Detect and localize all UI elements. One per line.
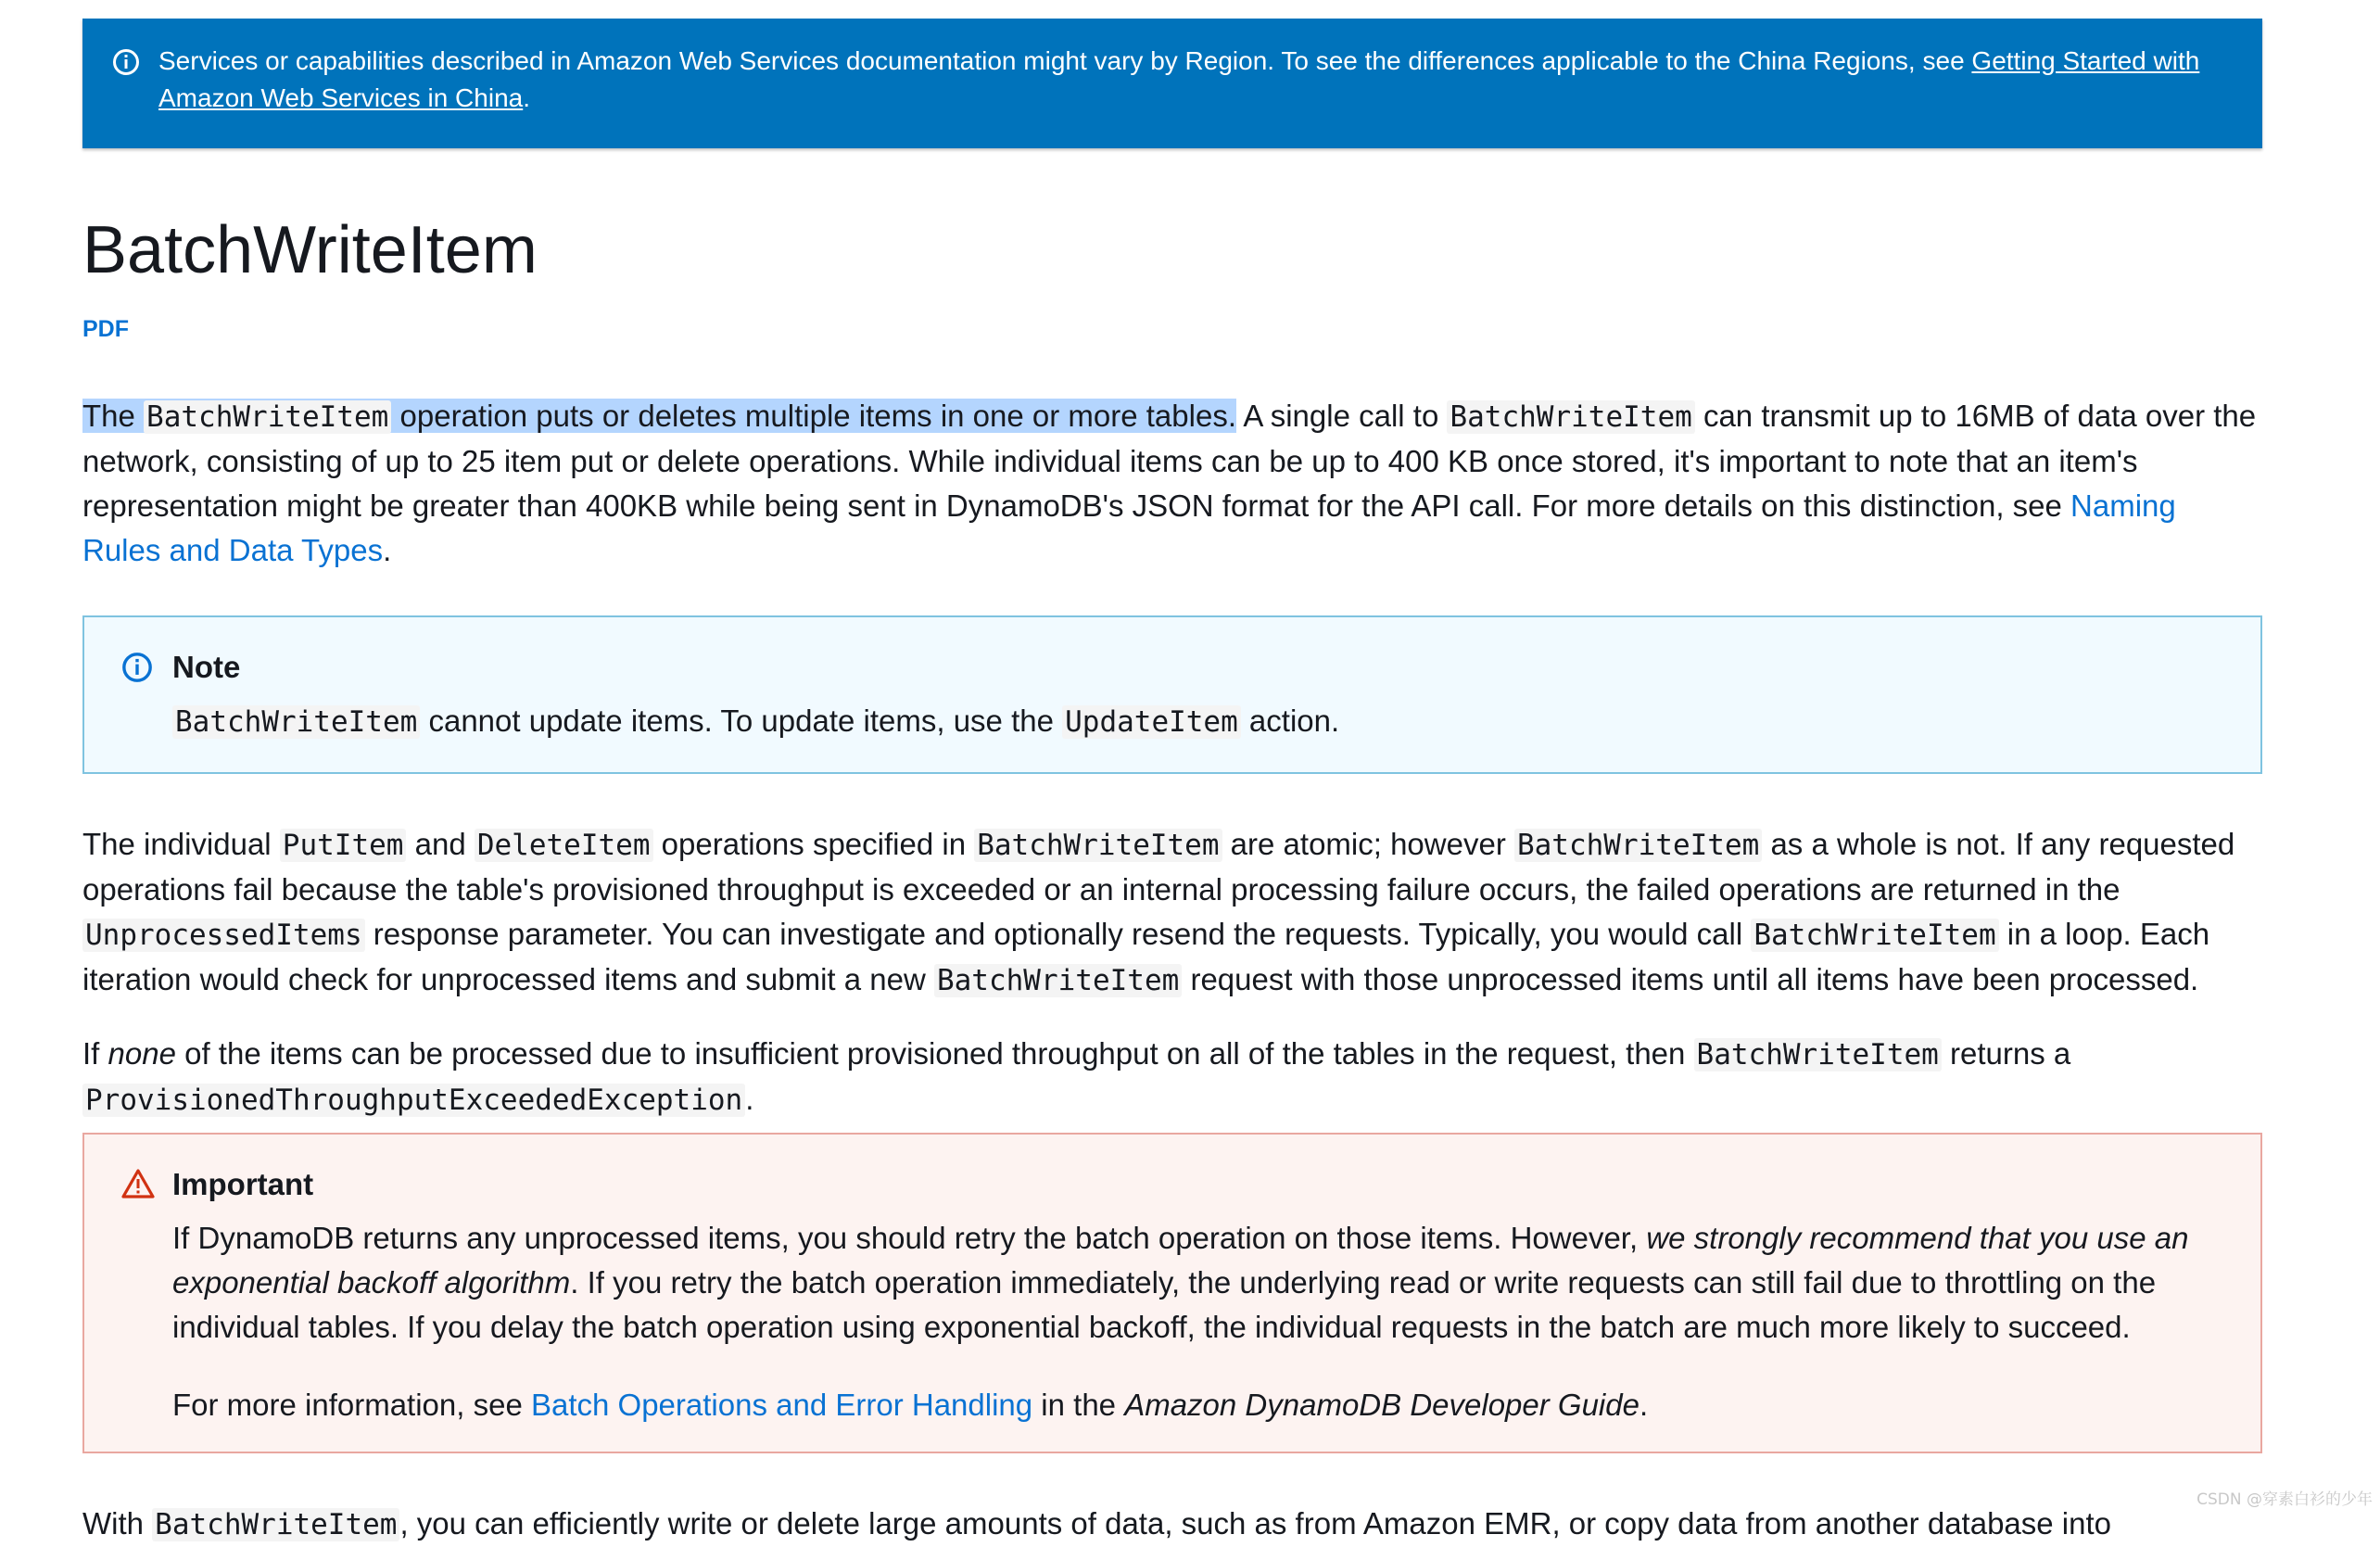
important-text: in the	[1032, 1388, 1125, 1422]
code-batchwriteitem: BatchWriteItem	[172, 705, 420, 739]
para-text: operations specified in	[652, 827, 975, 861]
intro-text: can transmit up to 16MB of data over the network, consisting of up to 25 item put or delete operations. While individual items can be up to 400 KB once stored, it's important to note that an item's representation might be greater than 400KB while being sent in DynamoDB's JSON format for the API call. For more details on this distinction, see	[82, 399, 2257, 523]
para-text: in a loop. Each iteration would check for unprocessed items and submit a new	[82, 917, 2210, 996]
intro-text: The	[82, 399, 145, 433]
important-body	[172, 1216, 2223, 1350]
para-text: as a whole is not. If any requested operations fail because the table's provisioned throughput is exceeded or an internal processing failure occurs, the failed operations are returned in the	[82, 827, 2235, 907]
region-notice-banner	[82, 19, 2262, 148]
code-batchwriteitem: BatchWriteItem	[1694, 1038, 1942, 1071]
para-text: , you can efficiently write or delete large amounts of data, such as from Amazon EMR, or copy data from another database into	[399, 1506, 2112, 1541]
intro-text: operation puts or deletes multiple items in one or more tables.	[391, 399, 1236, 433]
intro-text: A single call to	[1236, 399, 1448, 433]
note-text: cannot update items. To update items, use the	[420, 704, 1063, 738]
code-unprocesseditems: UnprocessedItems	[82, 919, 365, 952]
info-icon	[121, 652, 153, 683]
intro-paragraph	[82, 394, 2262, 573]
para-text: With	[82, 1506, 153, 1541]
important-text: . If you retry the batch operation immediately, the underlying read or write requests can still fail due to throttling on the individual tables. If you delay the batch operation using exponential backoff, the individual requests in the batch are much more likely to succeed.	[172, 1265, 2157, 1344]
para-text: are atomic; however	[1222, 827, 1514, 861]
para-text: response parameter. You can investigate and optionally resend the requests. Typically, you would call	[364, 917, 1752, 951]
important-title: Important	[172, 1167, 314, 1201]
banner-period: .	[523, 83, 530, 112]
important-text: If DynamoDB returns any unprocessed items, you should retry the batch operation on those items. However,	[172, 1221, 1647, 1255]
para-text: request with those unprocessed items until all items have been processed.	[1182, 962, 2199, 996]
code-batchwriteitem: BatchWriteItem	[144, 400, 391, 434]
code-putitem: PutItem	[280, 829, 407, 862]
code-batchwriteitem: BatchWriteItem	[1751, 919, 1998, 952]
note-title: Note	[172, 650, 241, 684]
developer-guide-title: Amazon DynamoDB Developer Guide	[1124, 1388, 1639, 1422]
important-text: For more information, see	[172, 1388, 531, 1422]
china-regions-link[interactable]: Getting Started with Amazon Web Services in China	[158, 46, 2200, 112]
para-text: and	[406, 827, 475, 861]
code-batchwriteitem: BatchWriteItem	[934, 964, 1182, 997]
emr-paragraph	[82, 1502, 2262, 1547]
note-text: action.	[1240, 704, 1340, 738]
selected-text	[82, 399, 1236, 433]
para-text: .	[745, 1082, 754, 1116]
code-batchwriteitem: BatchWriteItem	[152, 1508, 399, 1541]
code-provisioned-throughput-exception: ProvisionedThroughputExceededException	[82, 1084, 745, 1117]
para-text: returns a	[1941, 1036, 2071, 1071]
doc-page	[82, 19, 2262, 1541]
note-box	[82, 615, 2262, 774]
para-text: of the items can be processed due to insufficient provisioned throughput on all of the tables in the request, then	[175, 1036, 1694, 1071]
banner-text: Services or capabilities described in Amazon Web Services documentation might vary by Region. To see the differences applicable to the China Regions, see	[158, 46, 1972, 75]
throughput-paragraph	[82, 1032, 2262, 1122]
intro-text: .	[383, 533, 392, 567]
para-text: The individual	[82, 827, 280, 861]
batch-operations-link[interactable]: Batch Operations and Error Handling	[530, 1388, 1033, 1422]
warning-icon	[121, 1168, 155, 1199]
emphasis-backoff: we strongly recommend that you use an exponential backoff algorithm	[172, 1221, 2189, 1300]
important-text: .	[1639, 1388, 1649, 1422]
note-body	[172, 699, 2223, 744]
atomic-paragraph	[82, 822, 2262, 1003]
code-batchwriteitem: BatchWriteItem	[974, 829, 1222, 862]
code-updateitem: UpdateItem	[1062, 705, 1241, 739]
page-title: BatchWriteItem	[82, 213, 538, 287]
info-icon	[112, 48, 140, 76]
pdf-link[interactable]: PDF	[82, 316, 129, 342]
code-batchwriteitem: BatchWriteItem	[1514, 829, 1762, 862]
code-batchwriteitem: BatchWriteItem	[1447, 400, 1694, 434]
important-more-info	[172, 1383, 2223, 1427]
code-deleteitem: DeleteItem	[475, 829, 653, 862]
emphasis-none: none	[108, 1036, 176, 1071]
naming-rules-link[interactable]: Naming Rules and Data Types	[82, 488, 2176, 567]
para-text: If	[82, 1036, 108, 1071]
watermark: CSDN @穿素白衫的少年	[2196, 1490, 2373, 1509]
important-box	[82, 1133, 2262, 1453]
